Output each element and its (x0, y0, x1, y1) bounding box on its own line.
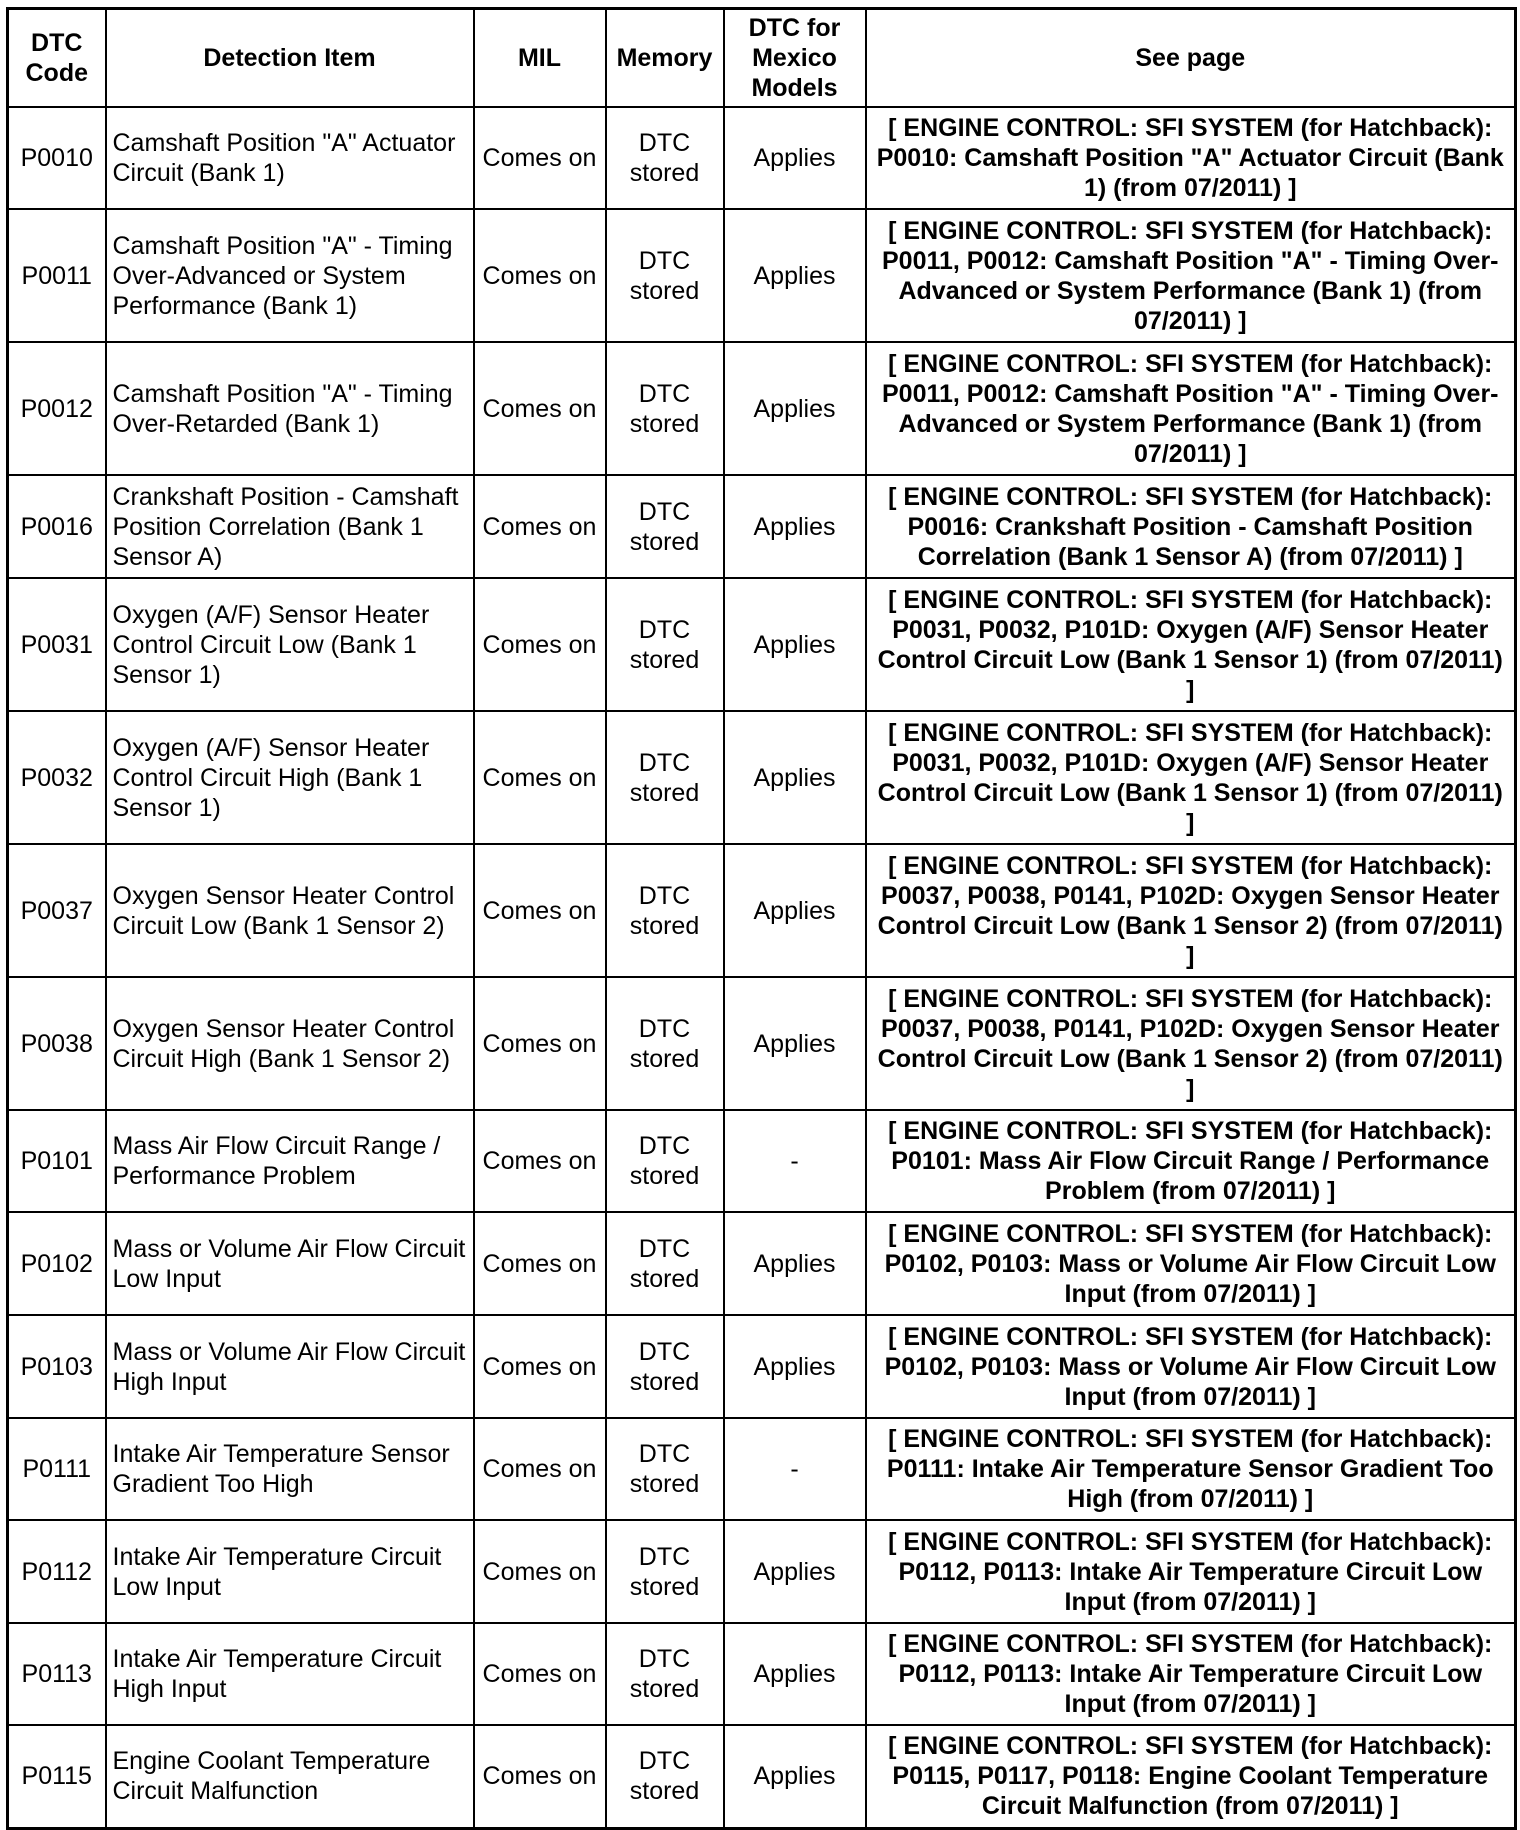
table-row (8, 107, 1516, 209)
detection-item-cell: Intake Air Temperature Circuit High Input (106, 1623, 474, 1725)
dtc-code-cell: P0113 (8, 1623, 106, 1725)
memory-cell: DTC stored (606, 1520, 724, 1623)
see-page-link[interactable]: [ ENGINE CONTROL: SFI SYSTEM (for Hatchback): P0111: Intake Air Temperature Sensor Gradient Too High (from 07/2011) ] (866, 1418, 1516, 1520)
mexico-cell: Applies (724, 1212, 866, 1315)
memory-cell: DTC stored (606, 711, 724, 844)
see-page-link[interactable]: [ ENGINE CONTROL: SFI SYSTEM (for Hatchback): P0016: Crankshaft Position - Camshaft Position Correlation (Bank 1 Sensor A) (from 07/2011) ] (866, 475, 1516, 578)
mil-cell: Comes on (474, 844, 606, 977)
mexico-cell: Applies (724, 1725, 866, 1828)
mexico-cell: Applies (724, 844, 866, 977)
table-row (8, 1520, 1516, 1623)
mil-cell: Comes on (474, 209, 606, 342)
mil-cell: Comes on (474, 977, 606, 1110)
dtc-code-cell: P0115 (8, 1725, 106, 1828)
mexico-cell: Applies (724, 107, 866, 209)
memory-cell: DTC stored (606, 1623, 724, 1725)
see-page-link[interactable]: [ ENGINE CONTROL: SFI SYSTEM (for Hatchback): P0101: Mass Air Flow Circuit Range / Performance Problem (from 07/2011) ] (866, 1110, 1516, 1212)
detection-item-cell: Camshaft Position "A" - Timing Over-Retarded (Bank 1) (106, 342, 474, 475)
detection-item-cell: Camshaft Position "A" Actuator Circuit (Bank 1) (106, 107, 474, 209)
mexico-cell: Applies (724, 711, 866, 844)
table-row (8, 209, 1516, 342)
dtc-code-cell: P0101 (8, 1110, 106, 1212)
detection-item-cell: Oxygen (A/F) Sensor Heater Control Circuit Low (Bank 1 Sensor 1) (106, 578, 474, 711)
dtc-code-cell: P0010 (8, 107, 106, 209)
memory-cell: DTC stored (606, 1315, 724, 1418)
memory-cell: DTC stored (606, 977, 724, 1110)
detection-item-cell: Mass or Volume Air Flow Circuit High Input (106, 1315, 474, 1418)
dtc-code-cell: P0032 (8, 711, 106, 844)
memory-cell: DTC stored (606, 1725, 724, 1828)
memory-cell: DTC stored (606, 107, 724, 209)
detection-item-cell: Engine Coolant Temperature Circuit Malfunction (106, 1725, 474, 1828)
see-page-link[interactable]: [ ENGINE CONTROL: SFI SYSTEM (for Hatchback): P0112, P0113: Intake Air Temperature Circuit Low Input (from 07/2011) ] (866, 1623, 1516, 1725)
memory-cell: DTC stored (606, 1110, 724, 1212)
see-page-link[interactable]: [ ENGINE CONTROL: SFI SYSTEM (for Hatchback): P0031, P0032, P101D: Oxygen (A/F) Sensor Heater Control Circuit Low (Bank 1 Sensor 1) (from 07/2011) ] (866, 578, 1516, 711)
dtc-code-cell: P0037 (8, 844, 106, 977)
table-body (8, 107, 1516, 1828)
header-mexico-models: DTC for Mexico Models (724, 9, 866, 108)
table-row (8, 578, 1516, 711)
detection-item-cell: Intake Air Temperature Sensor Gradient Too High (106, 1418, 474, 1520)
header-see-page: See page (866, 9, 1516, 108)
see-page-link[interactable]: [ ENGINE CONTROL: SFI SYSTEM (for Hatchback): P0037, P0038, P0141, P102D: Oxygen Sensor Heater Control Circuit Low (Bank 1 Sensor 2) (from 07/2011) ] (866, 844, 1516, 977)
dtc-code-cell: P0038 (8, 977, 106, 1110)
mil-cell: Comes on (474, 711, 606, 844)
header-row (8, 9, 1516, 108)
mil-cell: Comes on (474, 1725, 606, 1828)
table-row (8, 844, 1516, 977)
dtc-code-cell: P0112 (8, 1520, 106, 1623)
mil-cell: Comes on (474, 578, 606, 711)
table-row (8, 475, 1516, 578)
table-row (8, 1212, 1516, 1315)
mil-cell: Comes on (474, 1623, 606, 1725)
detection-item-cell: Oxygen (A/F) Sensor Heater Control Circuit High (Bank 1 Sensor 1) (106, 711, 474, 844)
mexico-cell: - (724, 1110, 866, 1212)
mil-cell: Comes on (474, 1418, 606, 1520)
detection-item-cell: Intake Air Temperature Circuit Low Input (106, 1520, 474, 1623)
mil-cell: Comes on (474, 1520, 606, 1623)
see-page-link[interactable]: [ ENGINE CONTROL: SFI SYSTEM (for Hatchback): P0011, P0012: Camshaft Position "A" - Timing Over-Advanced or System Performance (Bank 1) (from 07/2011) ] (866, 342, 1516, 475)
table-row (8, 1418, 1516, 1520)
mil-cell: Comes on (474, 1315, 606, 1418)
header-memory: Memory (606, 9, 724, 108)
mexico-cell: - (724, 1418, 866, 1520)
mexico-cell: Applies (724, 1520, 866, 1623)
table-row (8, 1315, 1516, 1418)
dtc-code-cell: P0103 (8, 1315, 106, 1418)
dtc-code-cell: P0012 (8, 342, 106, 475)
detection-item-cell: Oxygen Sensor Heater Control Circuit Low (Bank 1 Sensor 2) (106, 844, 474, 977)
dtc-code-cell: P0016 (8, 475, 106, 578)
see-page-link[interactable]: [ ENGINE CONTROL: SFI SYSTEM (for Hatchback): P0115, P0117, P0118: Engine Coolant Temperature Circuit Malfunction (from 07/2011) ] (866, 1725, 1516, 1828)
see-page-link[interactable]: [ ENGINE CONTROL: SFI SYSTEM (for Hatchback): P0031, P0032, P101D: Oxygen (A/F) Sensor Heater Control Circuit Low (Bank 1 Sensor 1) (from 07/2011) ] (866, 711, 1516, 844)
mil-cell: Comes on (474, 1110, 606, 1212)
header-dtc-code: DTC Code (8, 9, 106, 108)
mexico-cell: Applies (724, 342, 866, 475)
mexico-cell: Applies (724, 578, 866, 711)
mexico-cell: Applies (724, 977, 866, 1110)
mil-cell: Comes on (474, 107, 606, 209)
table-row (8, 1623, 1516, 1725)
memory-cell: DTC stored (606, 209, 724, 342)
memory-cell: DTC stored (606, 1418, 724, 1520)
table-row (8, 711, 1516, 844)
memory-cell: DTC stored (606, 1212, 724, 1315)
memory-cell: DTC stored (606, 475, 724, 578)
see-page-link[interactable]: [ ENGINE CONTROL: SFI SYSTEM (for Hatchback): P0037, P0038, P0141, P102D: Oxygen Sensor Heater Control Circuit Low (Bank 1 Sensor 2) (from 07/2011) ] (866, 977, 1516, 1110)
mexico-cell: Applies (724, 475, 866, 578)
memory-cell: DTC stored (606, 342, 724, 475)
mil-cell: Comes on (474, 475, 606, 578)
dtc-code-cell: P0011 (8, 209, 106, 342)
mexico-cell: Applies (724, 1623, 866, 1725)
table-row (8, 1725, 1516, 1828)
see-page-link[interactable]: [ ENGINE CONTROL: SFI SYSTEM (for Hatchback): P0112, P0113: Intake Air Temperature Circuit Low Input (from 07/2011) ] (866, 1520, 1516, 1623)
memory-cell: DTC stored (606, 578, 724, 711)
dtc-code-cell: P0031 (8, 578, 106, 711)
mil-cell: Comes on (474, 342, 606, 475)
see-page-link[interactable]: [ ENGINE CONTROL: SFI SYSTEM (for Hatchback): P0102, P0103: Mass or Volume Air Flow Circuit Low Input (from 07/2011) ] (866, 1212, 1516, 1315)
mil-cell: Comes on (474, 1212, 606, 1315)
header-mil: MIL (474, 9, 606, 108)
see-page-link[interactable]: [ ENGINE CONTROL: SFI SYSTEM (for Hatchback): P0102, P0103: Mass or Volume Air Flow Circuit Low Input (from 07/2011) ] (866, 1315, 1516, 1418)
table-header (8, 9, 1516, 108)
see-page-link[interactable]: [ ENGINE CONTROL: SFI SYSTEM (for Hatchback): P0010: Camshaft Position "A" Actuator Circuit (Bank 1) (from 07/2011) ] (866, 107, 1516, 209)
table-row (8, 342, 1516, 475)
detection-item-cell: Camshaft Position "A" - Timing Over-Advanced or System Performance (Bank 1) (106, 209, 474, 342)
dtc-code-cell: P0102 (8, 1212, 106, 1315)
table-row (8, 1110, 1516, 1212)
detection-item-cell: Mass Air Flow Circuit Range / Performance Problem (106, 1110, 474, 1212)
header-detection-item: Detection Item (106, 9, 474, 108)
detection-item-cell: Oxygen Sensor Heater Control Circuit High (Bank 1 Sensor 2) (106, 977, 474, 1110)
table-row (8, 977, 1516, 1110)
mexico-cell: Applies (724, 1315, 866, 1418)
detection-item-cell: Mass or Volume Air Flow Circuit Low Input (106, 1212, 474, 1315)
see-page-link[interactable]: [ ENGINE CONTROL: SFI SYSTEM (for Hatchback): P0011, P0012: Camshaft Position "A" - Timing Over-Advanced or System Performance (Bank 1) (from 07/2011) ] (866, 209, 1516, 342)
memory-cell: DTC stored (606, 844, 724, 977)
dtc-table (6, 7, 1517, 1830)
mexico-cell: Applies (724, 209, 866, 342)
dtc-code-cell: P0111 (8, 1418, 106, 1520)
detection-item-cell: Crankshaft Position - Camshaft Position Correlation (Bank 1 Sensor A) (106, 475, 474, 578)
